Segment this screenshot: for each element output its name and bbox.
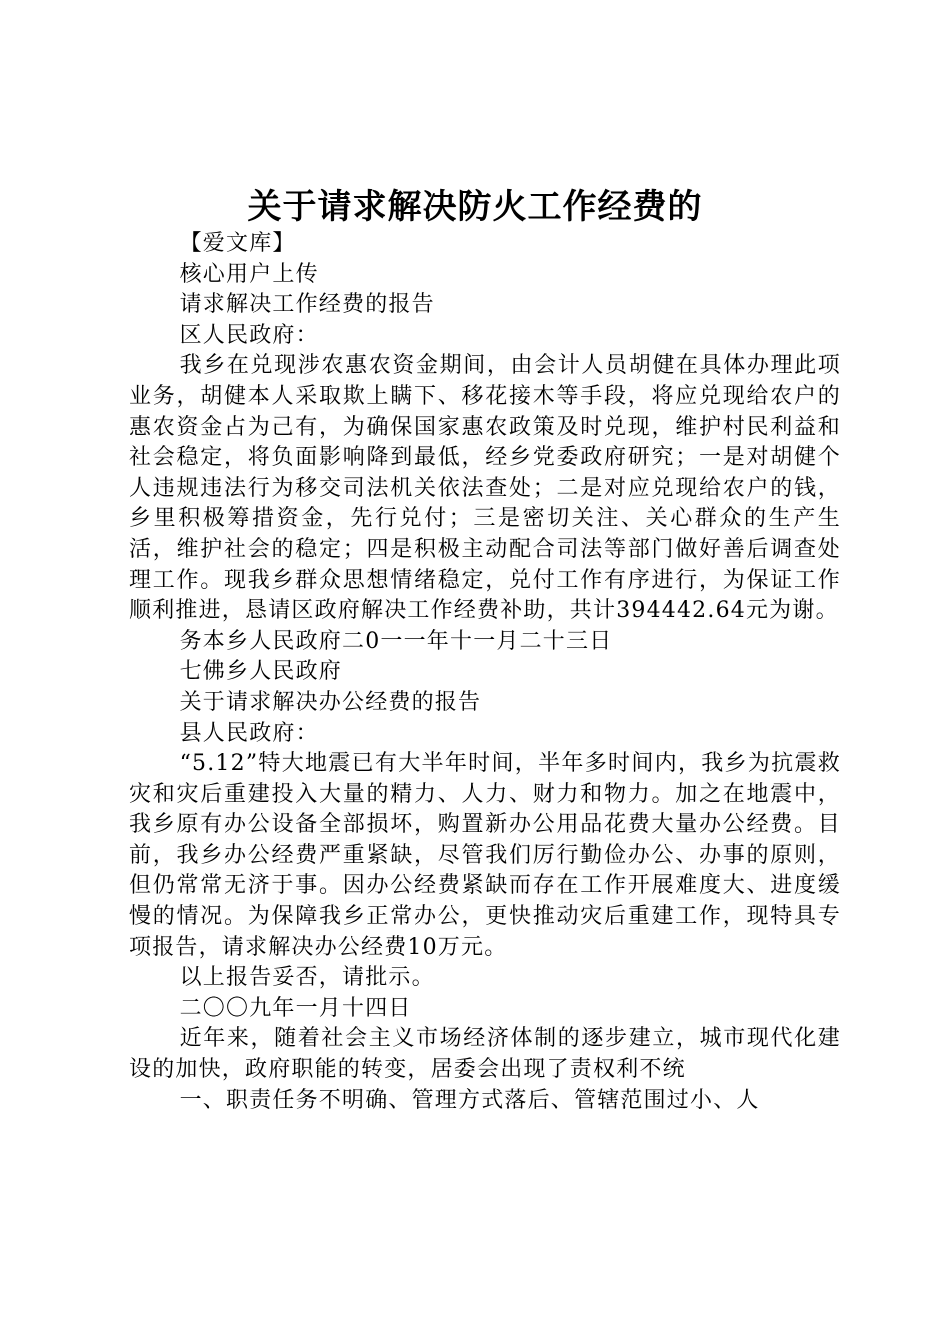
paragraph-section-one: 一、职责任务不明确、管理方式落后、管辖范围过小、人: [179, 1087, 760, 1113]
paragraph-second-report-heading: 关于请求解决办公经费的报告: [179, 689, 482, 715]
paragraph-addressee: 区人民政府：: [179, 322, 319, 348]
paragraph-second-addressee: 县人民政府：: [179, 720, 319, 746]
paragraph-signature-date: 务本乡人民政府二0一一年十一月二十三日: [179, 628, 613, 654]
paragraph-source-tag: 【爱文库】: [179, 231, 296, 256]
paragraph-sender: 七佛乡人民政府: [179, 659, 342, 685]
paragraph-report-heading: 请求解决工作经费的报告: [179, 292, 435, 318]
paragraph-approval-request: 以上报告妥否，请批示。: [179, 965, 435, 991]
paragraph-second-date: 二〇〇九年一月十四日: [179, 995, 412, 1021]
paragraph-second-report-body: “5.12”特大地震已有大半年时间，半年多时间内，我乡为抗震救灾和灾后重建投入大量的精力、人力、财力和物力。加之在地震中，我乡原有办公设备全部损坏，购置新办公用品花费大量办公经费。目前，我乡办公经费严重紧缺，尽管我们厉行勤俭办公、办事的原则，但仍常常无济于事。因办公经费紧缺而存在工作开展难度大、进度缓慢的情况。为保障我乡正常办公，更快推动灾后重建工作，现特具专项报告，请求解决办公经费10万元。: [129, 751, 841, 960]
paragraph-intro: 近年来，随着社会主义市场经济体制的逐步建立，城市现代化建设的加快，政府职能的转变，居委会出现了责权利不统: [129, 1026, 841, 1083]
paragraph-report-body: 我乡在兑现涉农惠农资金期间，由会计人员胡健在具体办理此项业务，胡健本人采取欺上瞒下、移花接木等手段，将应兑现给农户的惠农资金占为己有，为确保国家惠农政策及时兑现，维护村民利益和社会稳定，将负面影响降到最低，经乡党委政府研究；一是对胡健个人违规违法行为移交司法机关依法查处；二是对应兑现给农户的钱，乡里积极筹措资金，先行兑付；三是密切关注、关心群众的生产生活，维护社会的稳定；四是积极主动配合司法等部门做好善后调查处理工作。现我乡群众思想情绪稳定，兑付工作有序进行，为保证工作顺利推进，恳请区政府解决工作经费补助，共计394442.64元为谢。: [129, 353, 841, 624]
paragraph-upload-note: 核心用户上传: [179, 261, 319, 287]
document-body: [129, 229, 841, 1116]
document-title: 关于请求解决防火工作经费的: [247, 187, 703, 227]
